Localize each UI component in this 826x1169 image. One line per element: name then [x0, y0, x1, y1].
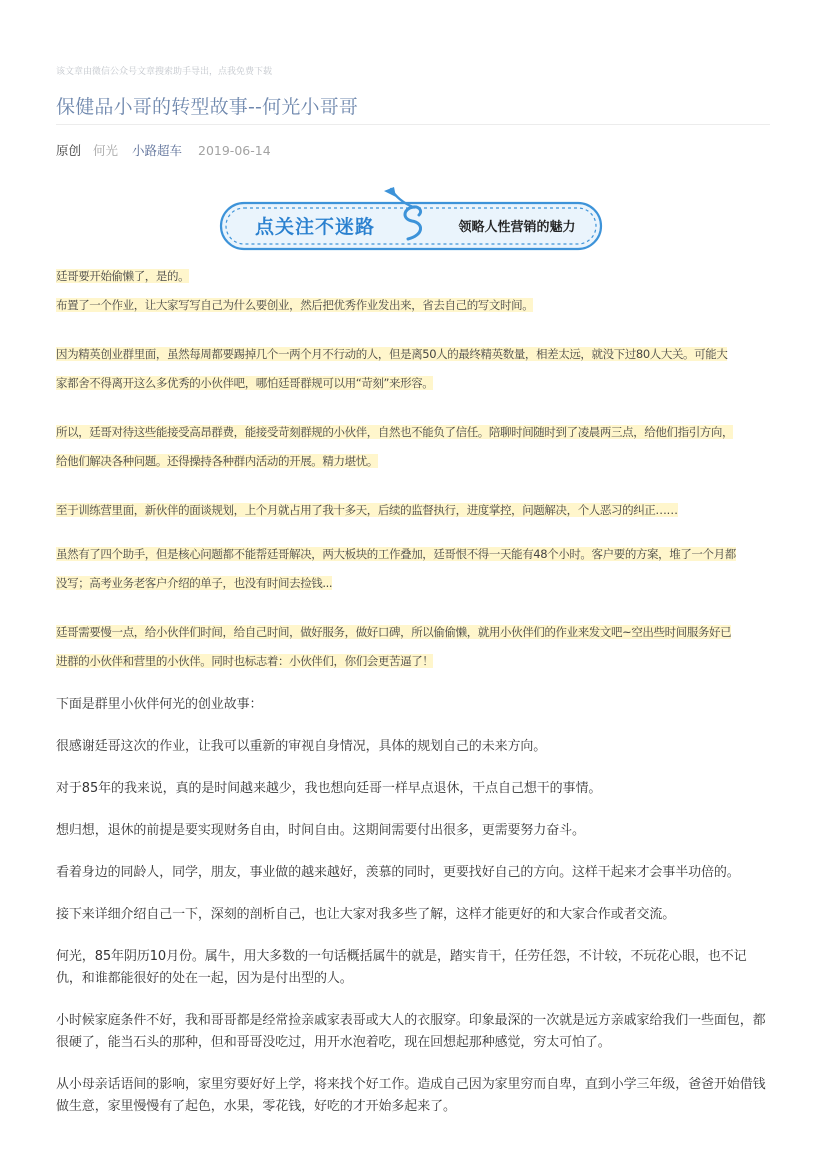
- body-paragraph: 看着身边的同龄人，同学，朋友，事业做的越来越好，羡慕的同时，更要找好自己的方向。这样干起来才会事半功倍的。: [56, 865, 740, 880]
- highlighted-text: 家都舍不得离开这么多优秀的小伙伴吧，哪怕廷哥群规可以用“苛刻”来形容。: [56, 376, 434, 390]
- author-name: 何光: [93, 143, 119, 158]
- highlighted-text: 至于训练营里面，新伙伴的面谈规划，上个月就占用了我十多天，后续的监督执行，进度掌控，问题解决，个人恶习的纠正……: [56, 503, 678, 517]
- highlighted-text: 进群的小伙伴和营里的小伙伴。同时也标志着：小伙伴们，你们会更苦逼了！: [56, 654, 434, 668]
- highlighted-text: 虽然有了四个助手，但是核心问题都不能帮廷哥解决，两大板块的工作叠加，廷哥恨不得一天能有48个小时。客户要的方案，堆了一个月都: [56, 547, 736, 561]
- article-title: 保健品小哥的转型故事--何光小哥哥: [56, 96, 359, 118]
- highlighted-paragraph: [56, 496, 770, 525]
- body-paragraph: 从小母亲话语间的影响，家里穷要好好上学，将来找个好工作。造成自己因为家里穷而自卑，直到小学三年级，爸爸开始借钱做生意，家里慢慢有了起色，水果，零花钱，好吃的才开始多起来了。: [56, 1077, 766, 1114]
- banner-right-text: 领略人性营销的魅力: [458, 220, 576, 235]
- highlighted-paragraph: [56, 540, 770, 598]
- article-body: [56, 694, 770, 1118]
- body-paragraph: 小时候家庭条件不好，我和哥哥都是经常捡亲戚家表哥或大人的衣服穿。印象最深的一次就是远方亲戚家给我们一些面包，都很硬了，能当石头的那种，但和哥哥没吃过，用开水泡着吃，现在回想起那种感觉，穷太可怕了。: [56, 1013, 766, 1050]
- article-meta: [56, 141, 271, 159]
- original-tag: 原创: [56, 143, 82, 158]
- highlighted-text: 廷哥需要慢一点，给小伙伴们时间，给自己时间，做好服务，做好口碑，所以偷偷懒，就用小伙伴们的作业来发文吧~空出些时间服务好已: [56, 625, 732, 639]
- highlighted-text: 廷哥要开始偷懒了，是的。: [56, 269, 190, 283]
- body-paragraph: 想归想，退休的前提是要实现财务自由，时间自由。这期间需要付出很多，更需要努力奋斗。: [56, 823, 585, 838]
- highlighted-text: 没写；高考业务老客户介绍的单子，也没有时间去捡钱...: [56, 576, 333, 590]
- account-link[interactable]: 小路超车: [132, 143, 183, 158]
- highlighted-line: [56, 262, 770, 291]
- body-paragraph: 接下来详细介绍自己一下，深刻的剖析自己，也让大家对我多些了解，这样才能更好的和大家合作或者交流。: [56, 907, 676, 922]
- follow-banner: [219, 187, 605, 253]
- highlighted-line: [56, 569, 770, 598]
- banner-left-text: 点关注不迷路: [254, 216, 376, 238]
- highlighted-paragraph: [56, 262, 770, 320]
- export-notice-link[interactable]: 该文章由微信公众号文章搜索助手导出，点我免费下载: [56, 67, 273, 77]
- body-paragraph: 很感谢廷哥这次的作业，让我可以重新的审视自身情况，具体的规划自己的未来方向。: [56, 739, 547, 754]
- highlighted-line: [56, 418, 770, 447]
- title-divider: [56, 124, 770, 125]
- highlighted-line: [56, 647, 770, 676]
- highlighted-text: 所以，廷哥对待这些能接受高昂群费，能接受苛刻群规的小伙伴，自然也不能负了信任。陪聊时间随时到了凌晨两三点，给他们指引方向，: [56, 425, 734, 439]
- highlighted-text: 因为精英创业群里面，虽然每周都要踢掉几个一两个月不行动的人，但是离50人的最终精英数量，相差太远，就没下过80人大关。可能大: [56, 347, 728, 361]
- highlighted-text: 布置了一个作业，让大家写写自己为什么要创业，然后把优秀作业发出来，省去自己的写文时间。: [56, 298, 534, 312]
- highlighted-line: [56, 340, 770, 369]
- highlighted-line: [56, 291, 770, 320]
- body-paragraph: 对于85年的我来说，真的是时间越来越少，我也想向廷哥一样早点退休，干点自己想干的事情。: [56, 781, 602, 796]
- body-paragraph: 下面是群里小伙伴何光的创业故事：: [56, 697, 263, 712]
- highlighted-paragraph: [56, 340, 770, 398]
- highlighted-paragraph: [56, 618, 770, 676]
- highlighted-text: 给他们解决各种问题。还得操持各种群内活动的开展。精力堪忧。: [56, 454, 378, 468]
- highlighted-line: [56, 496, 770, 525]
- highlighted-line: [56, 369, 770, 398]
- publish-date: 2019-06-14: [198, 143, 271, 158]
- body-paragraph: 何光，85年阴历10月份。属牛，用大多数的一句话概括属牛的就是，踏实肯干，任劳任怨，不计较，不玩花心眼，也不记仇，和谁都能很好的处在一起，因为是付出型的人。: [56, 949, 747, 986]
- highlighted-line: [56, 447, 770, 476]
- highlighted-paragraph: [56, 418, 770, 476]
- highlighted-line: [56, 618, 770, 647]
- highlighted-line: [56, 540, 770, 569]
